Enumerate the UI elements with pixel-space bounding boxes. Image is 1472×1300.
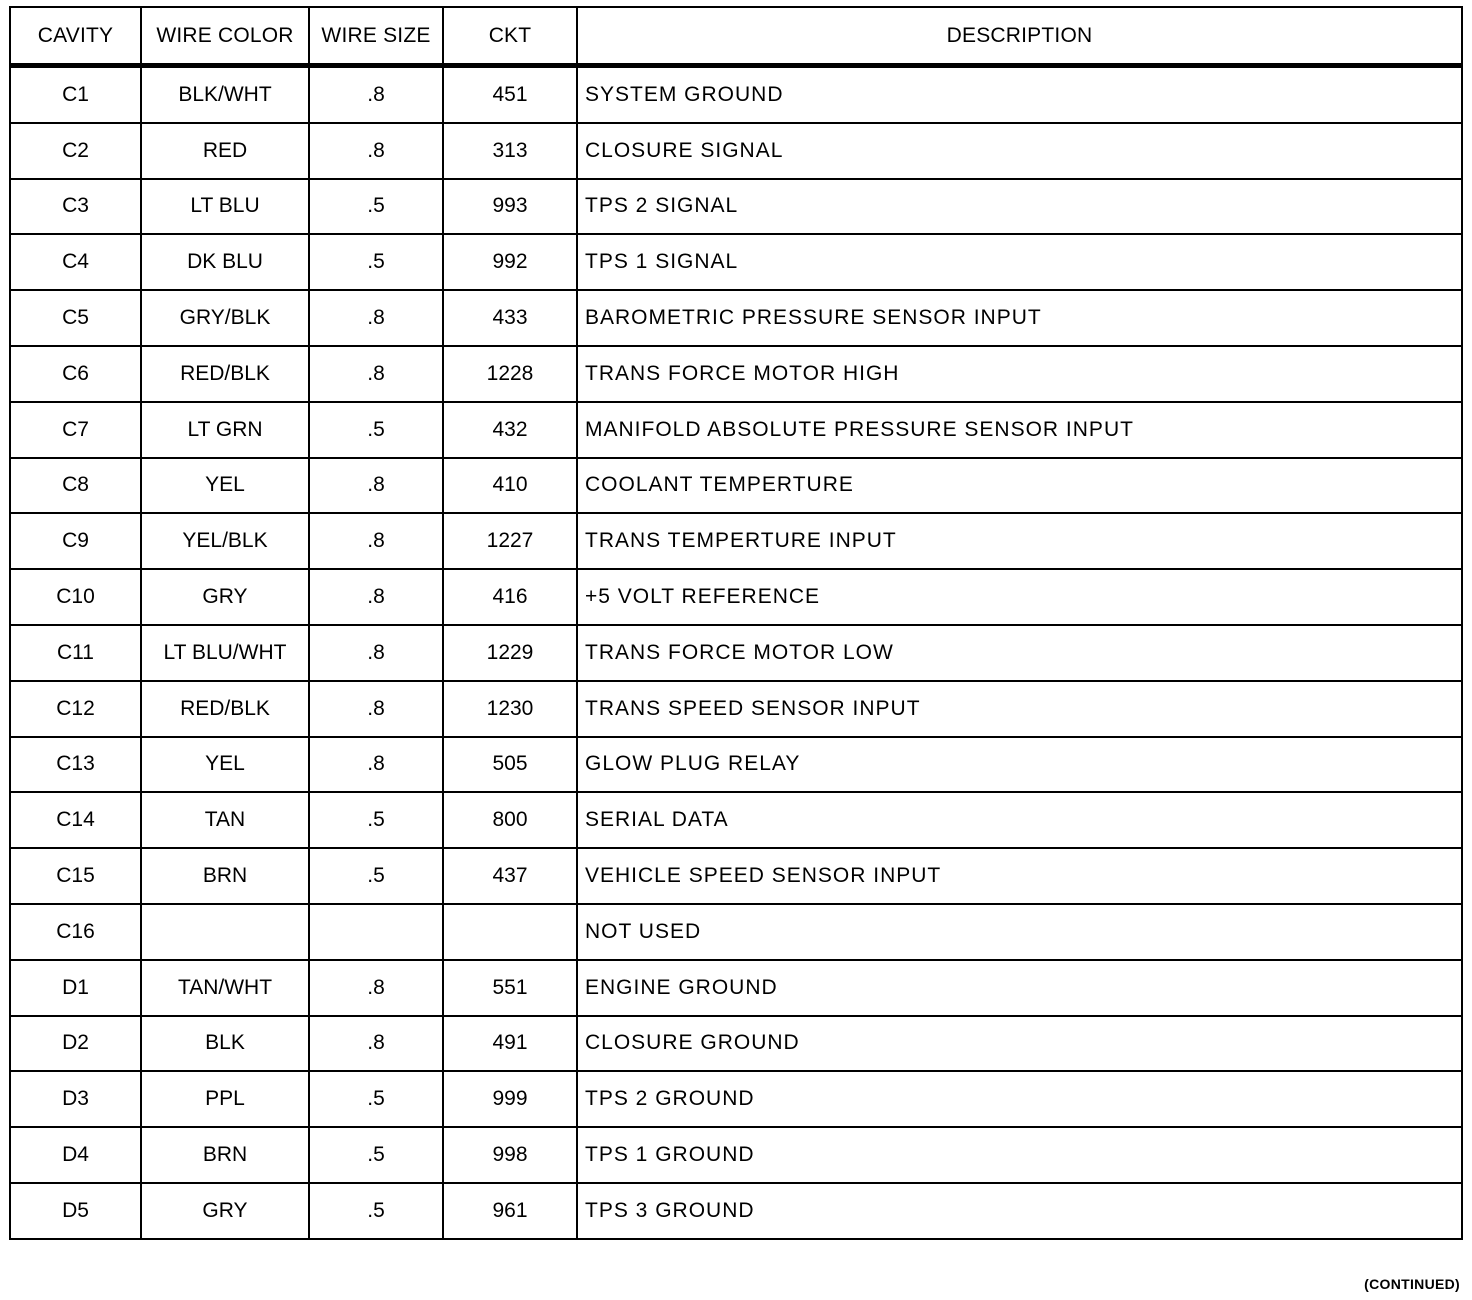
cell-description: TPS 3 GROUND [577, 1183, 1462, 1239]
cell-wire-color: DK BLU [141, 234, 309, 290]
header-ckt: CKT [443, 7, 577, 66]
cell-description: CLOSURE GROUND [577, 1016, 1462, 1072]
cell-wire-size: .8 [309, 737, 443, 793]
cell-wire-size [309, 904, 443, 960]
table-row [10, 681, 1462, 737]
cell-description: COOLANT TEMPERTURE [577, 458, 1462, 514]
cell-ckt: 313 [443, 123, 577, 179]
cell-description: TPS 1 SIGNAL [577, 234, 1462, 290]
cell-cavity: C14 [10, 792, 141, 848]
cell-ckt: 1229 [443, 625, 577, 681]
cell-description: +5 VOLT REFERENCE [577, 569, 1462, 625]
table-row [10, 960, 1462, 1016]
cell-ckt: 961 [443, 1183, 577, 1239]
cell-ckt: 999 [443, 1071, 577, 1127]
cell-wire-size: .8 [309, 458, 443, 514]
cell-wire-size: .8 [309, 1016, 443, 1072]
cell-wire-color: GRY [141, 569, 309, 625]
cell-wire-color [141, 904, 309, 960]
cell-ckt: 491 [443, 1016, 577, 1072]
cell-cavity: D5 [10, 1183, 141, 1239]
cell-ckt [443, 904, 577, 960]
header-cavity: CAVITY [10, 7, 141, 66]
table-row [10, 1071, 1462, 1127]
cell-wire-size: .8 [309, 513, 443, 569]
cell-cavity: C7 [10, 402, 141, 458]
cell-cavity: C8 [10, 458, 141, 514]
cell-cavity: C10 [10, 569, 141, 625]
cell-ckt: 992 [443, 234, 577, 290]
connector-pinout-sheet [9, 6, 1461, 1240]
cell-cavity: C5 [10, 290, 141, 346]
cell-wire-size: .5 [309, 848, 443, 904]
table-row [10, 66, 1462, 123]
table-row [10, 290, 1462, 346]
cell-wire-size: .5 [309, 1127, 443, 1183]
table-row [10, 569, 1462, 625]
table-row [10, 458, 1462, 514]
cell-description: MANIFOLD ABSOLUTE PRESSURE SENSOR INPUT [577, 402, 1462, 458]
cell-cavity: C4 [10, 234, 141, 290]
connector-pinout-table [9, 6, 1463, 1240]
table-row [10, 513, 1462, 569]
cell-cavity: D2 [10, 1016, 141, 1072]
cell-ckt: 410 [443, 458, 577, 514]
table-row [10, 1183, 1462, 1239]
cell-wire-size: .8 [309, 346, 443, 402]
cell-description: TRANS FORCE MOTOR LOW [577, 625, 1462, 681]
table-row [10, 346, 1462, 402]
table-row [10, 848, 1462, 904]
cell-description: VEHICLE SPEED SENSOR INPUT [577, 848, 1462, 904]
cell-ckt: 993 [443, 179, 577, 235]
cell-cavity: D1 [10, 960, 141, 1016]
cell-ckt: 1230 [443, 681, 577, 737]
cell-ckt: 437 [443, 848, 577, 904]
table-row [10, 1016, 1462, 1072]
cell-description: BAROMETRIC PRESSURE SENSOR INPUT [577, 290, 1462, 346]
cell-description: ENGINE GROUND [577, 960, 1462, 1016]
cell-wire-size: .8 [309, 66, 443, 123]
cell-wire-color: RED/BLK [141, 681, 309, 737]
cell-cavity: D3 [10, 1071, 141, 1127]
cell-description: GLOW PLUG RELAY [577, 737, 1462, 793]
cell-wire-color: YEL [141, 737, 309, 793]
cell-description: TPS 2 GROUND [577, 1071, 1462, 1127]
cell-ckt: 433 [443, 290, 577, 346]
cell-description: TRANS TEMPERTURE INPUT [577, 513, 1462, 569]
cell-ckt: 451 [443, 66, 577, 123]
header-description: DESCRIPTION [577, 7, 1462, 66]
cell-description: TPS 2 SIGNAL [577, 179, 1462, 235]
table-row [10, 1127, 1462, 1183]
cell-wire-color: TAN [141, 792, 309, 848]
cell-description: SYSTEM GROUND [577, 66, 1462, 123]
cell-wire-size: .5 [309, 234, 443, 290]
cell-wire-size: .8 [309, 569, 443, 625]
cell-ckt: 1227 [443, 513, 577, 569]
cell-wire-color: RED [141, 123, 309, 179]
cell-description: TRANS FORCE MOTOR HIGH [577, 346, 1462, 402]
cell-wire-size: .5 [309, 1071, 443, 1127]
cell-cavity: C2 [10, 123, 141, 179]
cell-cavity: D4 [10, 1127, 141, 1183]
cell-ckt: 998 [443, 1127, 577, 1183]
cell-wire-color: TAN/WHT [141, 960, 309, 1016]
cell-ckt: 551 [443, 960, 577, 1016]
table-row [10, 179, 1462, 235]
header-wire-size: WIRE SIZE [309, 7, 443, 66]
cell-wire-size: .5 [309, 402, 443, 458]
cell-wire-color: YEL/BLK [141, 513, 309, 569]
cell-wire-color: BLK [141, 1016, 309, 1072]
cell-wire-size: .5 [309, 1183, 443, 1239]
table-row [10, 904, 1462, 960]
cell-wire-size: .8 [309, 625, 443, 681]
cell-cavity: C6 [10, 346, 141, 402]
table-header [10, 7, 1462, 66]
cell-wire-size: .8 [309, 681, 443, 737]
cell-wire-color: LT BLU/WHT [141, 625, 309, 681]
cell-wire-color: PPL [141, 1071, 309, 1127]
header-row [10, 7, 1462, 66]
cell-cavity: C12 [10, 681, 141, 737]
table-row [10, 737, 1462, 793]
table-row [10, 792, 1462, 848]
cell-ckt: 432 [443, 402, 577, 458]
cell-wire-color: BRN [141, 848, 309, 904]
cell-wire-color: LT BLU [141, 179, 309, 235]
cell-cavity: C11 [10, 625, 141, 681]
cell-cavity: C3 [10, 179, 141, 235]
cell-ckt: 1228 [443, 346, 577, 402]
cell-description: TPS 1 GROUND [577, 1127, 1462, 1183]
cell-description: TRANS SPEED SENSOR INPUT [577, 681, 1462, 737]
cell-wire-color: BRN [141, 1127, 309, 1183]
continued-note: (CONTINUED) [1364, 1276, 1460, 1292]
cell-cavity: C9 [10, 513, 141, 569]
cell-wire-color: GRY [141, 1183, 309, 1239]
cell-wire-size: .5 [309, 179, 443, 235]
cell-ckt: 800 [443, 792, 577, 848]
cell-cavity: C1 [10, 66, 141, 123]
cell-description: NOT USED [577, 904, 1462, 960]
cell-wire-color: GRY/BLK [141, 290, 309, 346]
table-row [10, 234, 1462, 290]
table-row [10, 123, 1462, 179]
cell-wire-size: .8 [309, 123, 443, 179]
table-row [10, 625, 1462, 681]
cell-wire-size: .8 [309, 290, 443, 346]
cell-cavity: C15 [10, 848, 141, 904]
cell-ckt: 505 [443, 737, 577, 793]
cell-wire-size: .5 [309, 792, 443, 848]
cell-wire-color: LT GRN [141, 402, 309, 458]
header-wire-color: WIRE COLOR [141, 7, 309, 66]
table-body [10, 66, 1462, 1239]
cell-wire-color: BLK/WHT [141, 66, 309, 123]
cell-wire-color: RED/BLK [141, 346, 309, 402]
cell-wire-size: .8 [309, 960, 443, 1016]
cell-cavity: C16 [10, 904, 141, 960]
cell-description: SERIAL DATA [577, 792, 1462, 848]
cell-ckt: 416 [443, 569, 577, 625]
cell-wire-color: YEL [141, 458, 309, 514]
cell-cavity: C13 [10, 737, 141, 793]
table-row [10, 402, 1462, 458]
cell-description: CLOSURE SIGNAL [577, 123, 1462, 179]
